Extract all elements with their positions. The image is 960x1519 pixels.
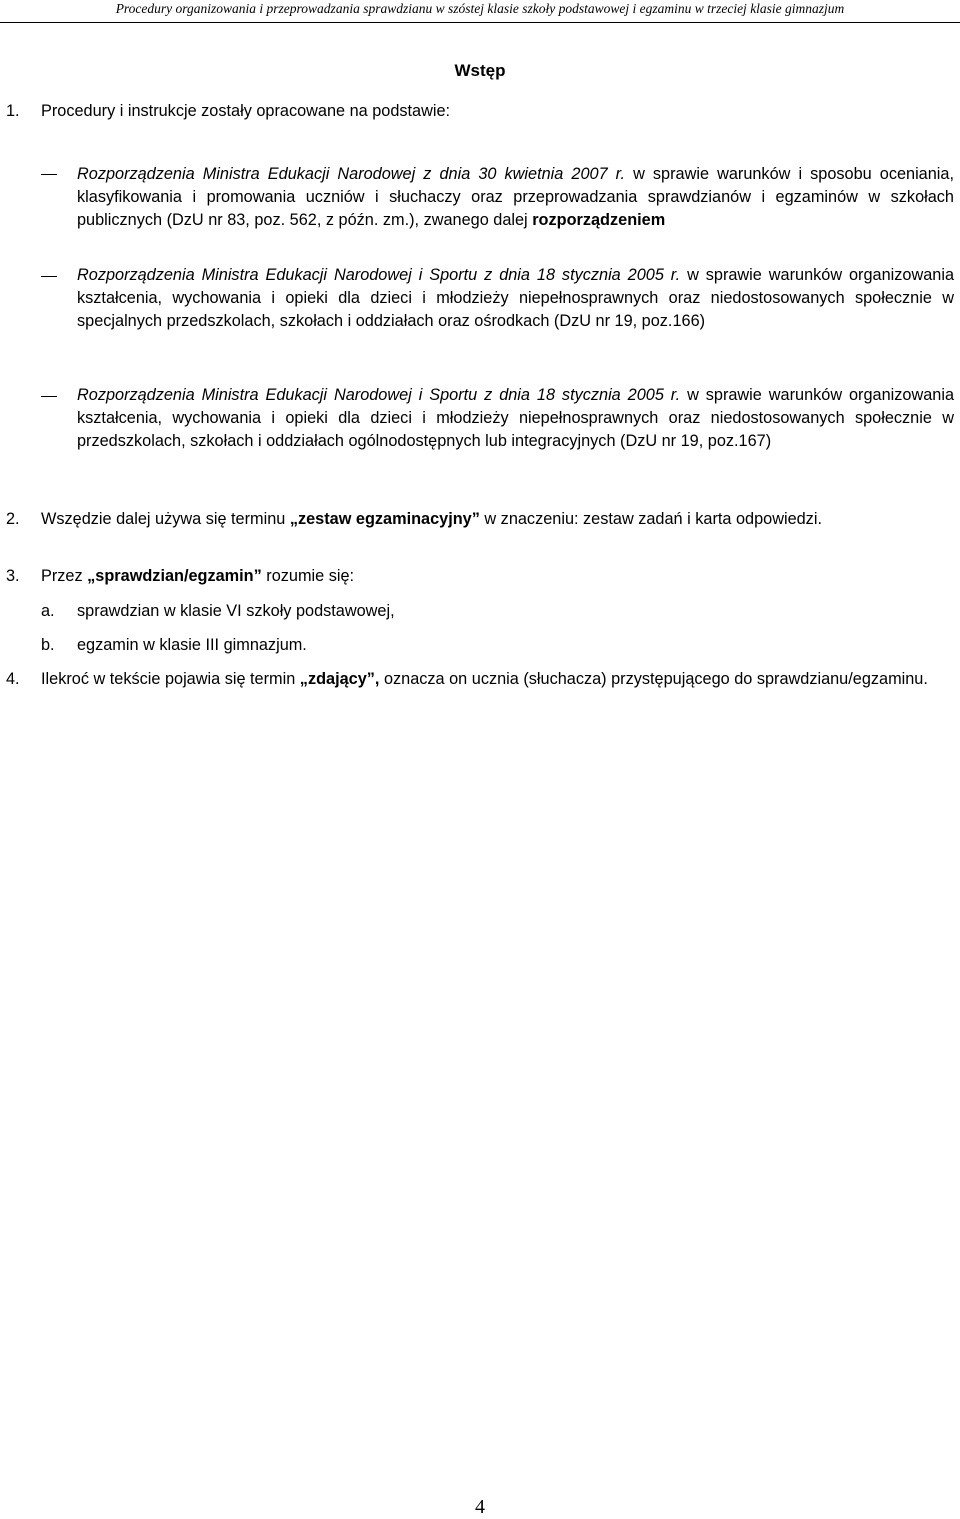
item-number-4: 4. [6, 670, 20, 688]
dash-bullet [41, 396, 57, 397]
item-number-1: 1. [6, 102, 20, 120]
item-text-part: oznacza on ucznia (słuchacza) przystępującego do sprawdzianu/egzaminu. [379, 670, 928, 688]
regulation-description: w sprawie warunków i sposobu oceniania, klasyfikowania i promowania uczniów i słuchaczy oraz przeprowadzania sprawdzianów i egzaminów w szkołach publicznych (DzU nr 83, poz. 562, z późn. zm.), zwanego dalej [77, 165, 954, 229]
item-text-part: Wszędzie dalej używa się terminu [41, 510, 290, 528]
legal-basis-3 [77, 384, 954, 453]
subitem-text-a: sprawdzian w klasie VI szkoły podstawowej, [77, 602, 395, 620]
item-text-part: w znaczeniu: zestaw zadań i karta odpowiedzi. [479, 510, 822, 528]
defined-term: „sprawdzian/egzamin” [87, 567, 262, 585]
regulation-description: w sprawie warunków organizowania kształcenia, wychowania i opieki dla dzieci i młodzieży niepełnosprawnych oraz niedostosowanych społecznie w specjalnych przedszkolach, szkołach i oddziałach oraz ośrodkach (DzU nr 19, poz.166) [77, 266, 954, 330]
item-text-part: Ilekroć w tekście pojawia się termin [41, 670, 300, 688]
item-number-3: 3. [6, 567, 20, 585]
subitem-letter-b: b. [41, 636, 55, 654]
regulation-description: w sprawie warunków organizowania kształcenia, wychowania i opieki dla dzieci i młodzieży niepełnosprawnych oraz niedostosowanych społecznie w przedszkolach, szkołach i oddziałach ogólnodostępnych lub integracyjnych (DzU nr 19, poz.167) [77, 386, 954, 450]
item-text-4 [41, 668, 954, 691]
item-text-part: rozumie się: [261, 567, 355, 585]
page-title: Wstęp [454, 61, 506, 80]
page-number: 4 [475, 1496, 485, 1518]
defined-term: „zestaw egzaminacyjny” [289, 510, 480, 528]
running-header: Procedury organizowania i przeprowadzania sprawdzianu w szóstej klasie szkoły podstawowej i egzaminu w trzeciej klasie gimnazjum [115, 1, 845, 16]
legal-basis-1 [77, 163, 954, 232]
dash-bullet [41, 276, 57, 277]
subitem-letter-a: a. [41, 602, 55, 620]
item-text-3 [41, 565, 954, 588]
defined-term: rozporządzeniem [532, 211, 666, 229]
item-text-2 [41, 508, 954, 531]
regulation-title: Rozporządzenia Ministra Edukacji Narodowej z dnia 30 kwietnia 2007 r. [77, 165, 626, 183]
header-rule [0, 22, 960, 23]
item-text-part: Przez [41, 567, 88, 585]
regulation-title: Rozporządzenia Ministra Edukacji Narodowej i Sportu z dnia 18 stycznia 2005 r. [77, 386, 681, 404]
legal-basis-2 [77, 264, 954, 333]
item-number-2: 2. [6, 510, 20, 528]
dash-bullet [41, 174, 57, 175]
regulation-title: Rozporządzenia Ministra Edukacji Narodowej i Sportu z dnia 18 stycznia 2005 r. [77, 266, 681, 284]
defined-term: „zdający”, [299, 670, 380, 688]
item-text-1: Procedury i instrukcje zostały opracowane na podstawie: [41, 102, 451, 120]
subitem-text-b: egzamin w klasie III gimnazjum. [77, 636, 307, 654]
